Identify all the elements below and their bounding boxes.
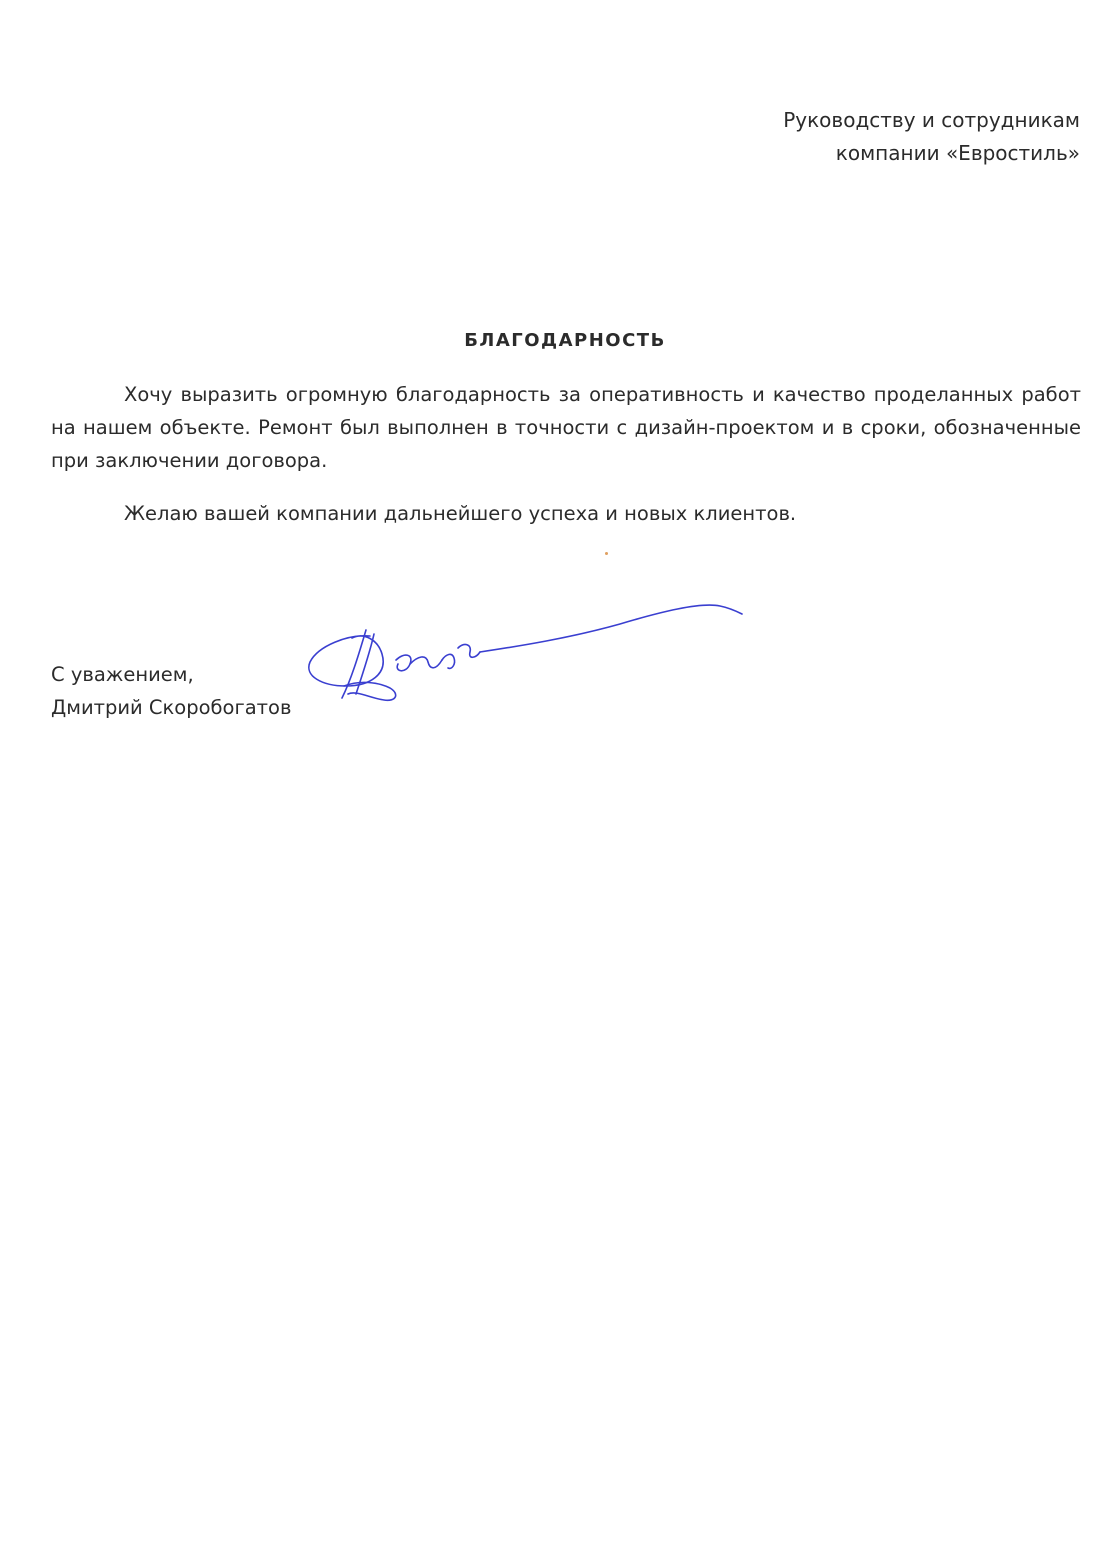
recipient-line-2: компании «Евростиль»: [835, 141, 1080, 165]
recipient-line-1: Руководству и сотрудникам: [783, 108, 1080, 132]
scan-speck: [605, 552, 608, 555]
handwritten-signature: [300, 590, 750, 720]
recipient-block: [783, 104, 1080, 170]
body-paragraph-2: Желаю вашей компании дальнейшего успеха и новых клиентов.: [124, 502, 797, 525]
letter-body: [51, 378, 1081, 530]
signer-name: Дмитрий Скоробогатов: [51, 696, 292, 719]
closing-salutation: С уважением,: [51, 663, 194, 686]
body-paragraph-1: Хочу выразить огромную благодарность за оперативность и качество проделанных работ на нашем объекте. Ремонт был выполнен в точности с дизайн-проектом и в сроки, обозначенные при заключении договора.: [51, 383, 1081, 472]
letter-title: БЛАГОДАРНОСТЬ: [464, 330, 666, 351]
closing-block: [51, 658, 291, 724]
